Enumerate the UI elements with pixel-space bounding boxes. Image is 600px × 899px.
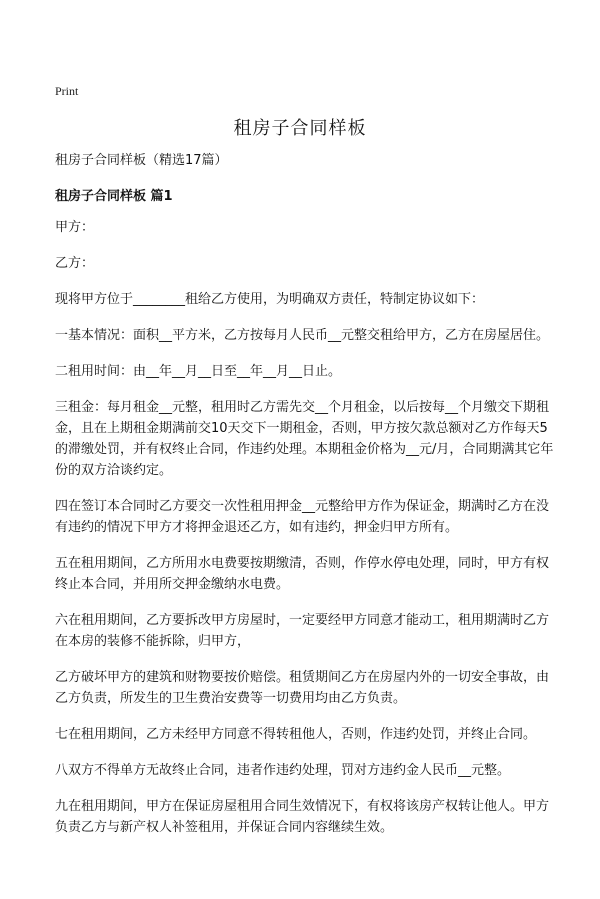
- clause-3-rent: 三租金：每月租金__元整，租用时乙方需先交__个月租金，以后按每__个月缴交下期租金，且在上期租金期满前交10天交下一期租金，否则，甲方按欠款总额对乙方作每天5的滞缴处罚，并有权终止合同，作违约处理。本期租金价格为__元/月，合同期满其它年份的双方洽谈约定。: [55, 400, 554, 478]
- party-b-line: 乙方：: [55, 256, 95, 271]
- party-a-line: 甲方：: [55, 220, 95, 235]
- page-title: 租房子合同样板: [233, 118, 367, 139]
- clause-6-liability: 乙方破坏甲方的建筑和财物要按价赔偿。租赁期间乙方在房屋内外的一切安全事故，由乙方负责，所发生的卫生费治安费等一切费用均由乙方负责。: [55, 670, 550, 706]
- clause-9-transfer: 九在租用期间，甲方在保证房屋租用合同生效情况下，有权将该房产权转让他人。甲方负责乙方与新产权人补签租用，并保证合同内容继续生效。: [55, 799, 550, 835]
- clause-5-utilities: 五在租用期间，乙方所用水电费要按期缴清，否则，作停水停电处理，同时，甲方有权终止本合同，并用所交押金缴纳水电费。: [55, 556, 550, 592]
- section-heading: 租房子合同样板 篇1: [55, 189, 173, 204]
- document-body: [55, 150, 560, 853]
- clause-2-lease-term: 二租用时间：由__年__月__日至__年__月__日止。: [55, 364, 342, 379]
- clause-1-basic-info: 一基本情况：面积__平方米，乙方按每月人民币__元整交租给甲方，乙方在房屋居住。: [55, 328, 550, 343]
- clause-6-renovation: 六在租用期间，乙方要拆改甲方房屋时，一定要经甲方同意才能动工，租用期满时乙方在本房的装修不能拆除，归甲方，: [55, 613, 550, 649]
- document-subtitle: 租房子合同样板（精选17篇）: [55, 153, 228, 168]
- intro-paragraph: 现将甲方位于________租给乙方使用，为明确双方责任，特制定协议如下：: [55, 292, 485, 307]
- clause-8-termination: 八双方不得单方无故终止合同，违者作违约处理，罚对方违约金人民币__元整。: [55, 763, 511, 778]
- print-label[interactable]: Print: [55, 84, 79, 98]
- clause-4-deposit: 四在签订本合同时乙方要交一次性租用押金__元整给甲方作为保证金，期满时乙方在没有违约的情况下甲方才将押金退还乙方，如有违约，押金归甲方所有。: [55, 499, 550, 535]
- clause-7-sublet: 七在租用期间，乙方未经甲方同意不得转租他人，否则，作违约处罚，并终止合同。: [55, 727, 537, 742]
